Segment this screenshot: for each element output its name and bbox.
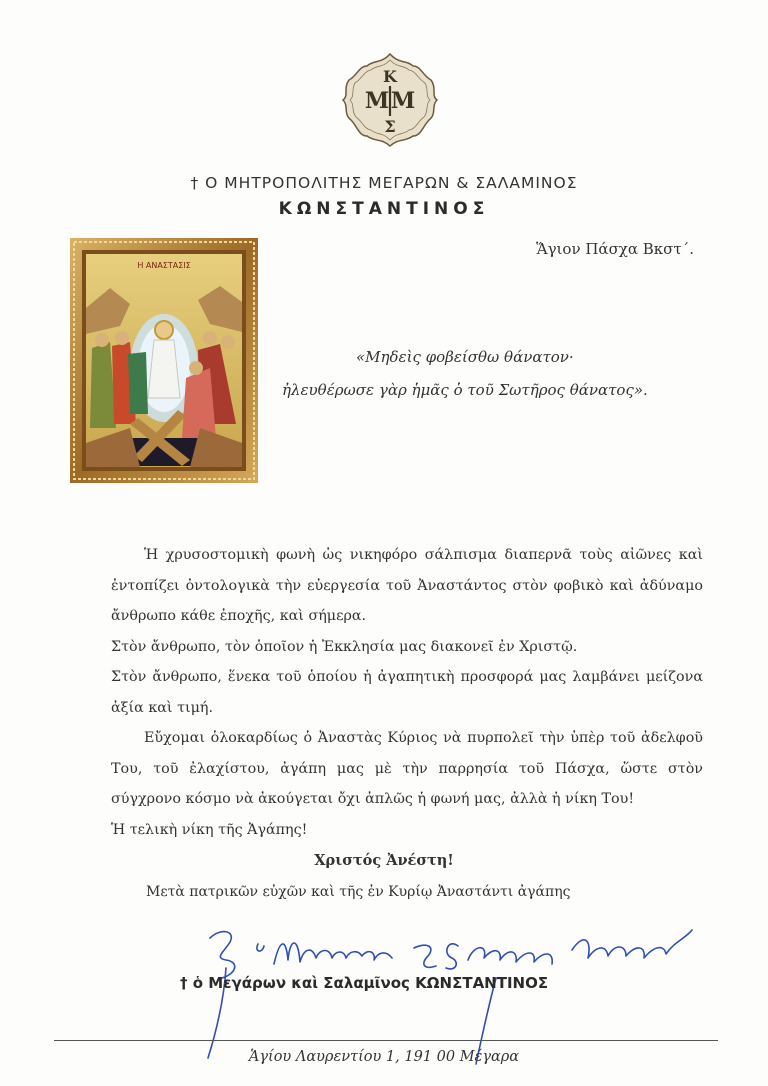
closing-wishes: Μετὰ πατρικῶν εὐχῶν καὶ τῆς ἐν Κυρίῳ Ἀναστάντι ἀγάπης <box>146 884 571 900</box>
monogram-emblem <box>341 52 439 148</box>
letter-date: Ἅγιον Πάσχα Βκστ΄. <box>536 240 694 258</box>
emblem-letter: Μ <box>364 88 390 114</box>
footer-divider <box>54 1040 718 1041</box>
icon-caption: Η ΑΝΑΣΤΑΣΙΣ <box>137 261 191 270</box>
emblem-letter: Μ <box>390 88 416 114</box>
body-paragraph: Στὸν ἄνθρωπο, ἕνεκα τοῦ ὁποίου ἡ ἀγαπητικὴ προσφορά μας λαμβάνει μείζονα ἀξία καὶ τιμή. <box>111 669 703 716</box>
letter-body <box>111 540 703 845</box>
quote-line: «Μηδεὶς φοβείσθω θάνατον· <box>356 348 574 366</box>
body-paragraph: Ἡ τελικὴ νίκη τῆς Ἀγάπης! <box>111 821 308 838</box>
signatory-name: † ὁ Μεγάρων καὶ Σαλαμῖνος ΚΩΝΣΤΑΝΤΙΝΟΣ <box>180 974 549 992</box>
quote-line: ἠλευθέρωσε γὰρ ἡμᾶς ὁ τοῦ Σωτῆρος θάνατος». <box>282 381 648 399</box>
easter-greeting: Χριστός Ἀνέστη! <box>314 852 454 869</box>
metropolitan-title: † Ο ΜΗΤΡΟΠΟΛΙΤΗΣ ΜΕΓΑΡΩΝ & ΣΑΛΑΜΙΝΟΣ <box>190 174 578 192</box>
emblem-letter: Κ <box>383 67 397 86</box>
body-paragraph: Στὸν ἄνθρωπο, τὸν ὁποῖον ἡ Ἐκκλησία μας διακονεῖ ἐν Χριστῷ. <box>111 638 578 655</box>
footer-address: Ἁγίου Λαυρεντίου 1, 191 00 Μέγαρα <box>248 1049 520 1065</box>
resurrection-icon-image <box>70 238 258 483</box>
emblem-letter: Σ <box>384 117 396 136</box>
metropolitan-name: ΚΩΝΣΤΑΝΤΙΝΟΣ <box>278 199 490 219</box>
body-paragraph: Εὔχομαι ὁλοκαρδίως ὁ Ἀναστὰς Κύριος νὰ πυρπολεῖ τὴν ὑπὲρ τοῦ ἀδελφοῦ Του, τοῦ ἐλαχίστου, ἀγάπη μας μὲ τὴν παρρησία τοῦ Πάσχα, ὥστε στὸν σύγχρονο κόσμο νὰ ἀκούγεται ὄχι ἁπλῶς ἡ φωνή μας, ἀλλὰ ἡ νίκη Του! <box>111 730 703 807</box>
body-paragraph: Ἡ χρυσοστομικὴ φωνὴ ὡς νικηφόρο σάλπισμα διαπερνᾶ τοὺς αἰῶνες καὶ ἐντοπίζει ὀντολογικὰ τὴν εὐεργεσία τοῦ Ἀναστάντος στὸν φοβικὸ καὶ ἀδύναμο ἄνθρωπο κάθε ἐποχῆς, καὶ σήμερα. <box>111 547 703 624</box>
